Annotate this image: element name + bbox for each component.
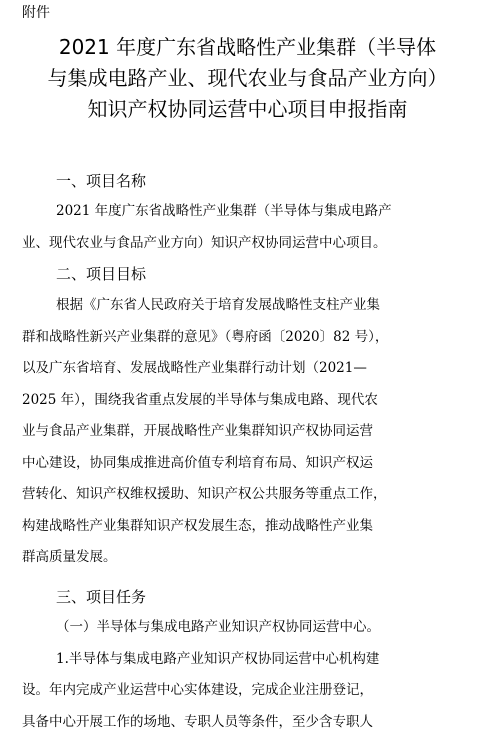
body-line: 业、现代农业与食品产业方向）知识产权协同运营中心项目。 [22,234,387,251]
section-body-project-tasks [22,612,474,738]
body-line: 业与食品产业集群，开展战略性产业集群知识产权协同运营 [22,423,373,439]
document-title [8,32,487,125]
section-body-project-name [22,196,474,259]
attachment-label: 附件 [22,5,50,21]
title-line: 2021 年度广东省战略性产业集群（半导体 [58,35,437,59]
section-heading-project-name: 一、项目名称 [56,172,147,190]
section-heading-project-goal: 二、项目目标 [56,265,147,283]
title-line: 知识产权协同运营中心项目申报指南 [87,97,408,121]
body-line: 中心建设，协同集成推进高价值专利培育布局、知识产权运 [22,454,373,471]
body-line: 2021 年度广东省战略性产业集群（半导体与集成电路产 [56,203,392,219]
section-body-project-goal [22,290,474,574]
body-line: 群和战略性新兴产业集群的意见》（粤府函〔2020〕82 号）， [22,328,389,345]
body-line: 设。年内完成产业运营中心实体建设，完成企业注册登记， [22,682,373,698]
body-line: 营转化、知识产权维权援助、知识产权公共服务等重点工作， [22,486,387,502]
body-line: 具备中心开展工作的场地、专职人员等条件，至少含专职人 [22,713,373,730]
body-line: 群高质量发展。 [22,549,117,565]
body-line: 根据《广东省人民政府关于培育发展战略性支柱产业集 [56,297,380,313]
title-line: 与集成电路产业、现代农业与食品产业方向） [47,66,448,90]
section-heading-project-tasks: 三、项目任务 [56,588,147,606]
body-line: 1.半导体与集成电路产业知识产权协同运营中心机构建 [56,650,380,667]
sub-heading: （一）半导体与集成电路产业知识产权协同运营中心。 [56,619,380,635]
body-line: 2025 年），围绕我省重点发展的半导体与集成电路、现代农 [22,391,378,408]
body-line: 以及广东省培育、发展战略性产业集群行动计划（2021— [22,360,367,376]
body-line: 构建战略性产业集群知识产权发展生态，推动战略性产业集 [22,517,373,534]
